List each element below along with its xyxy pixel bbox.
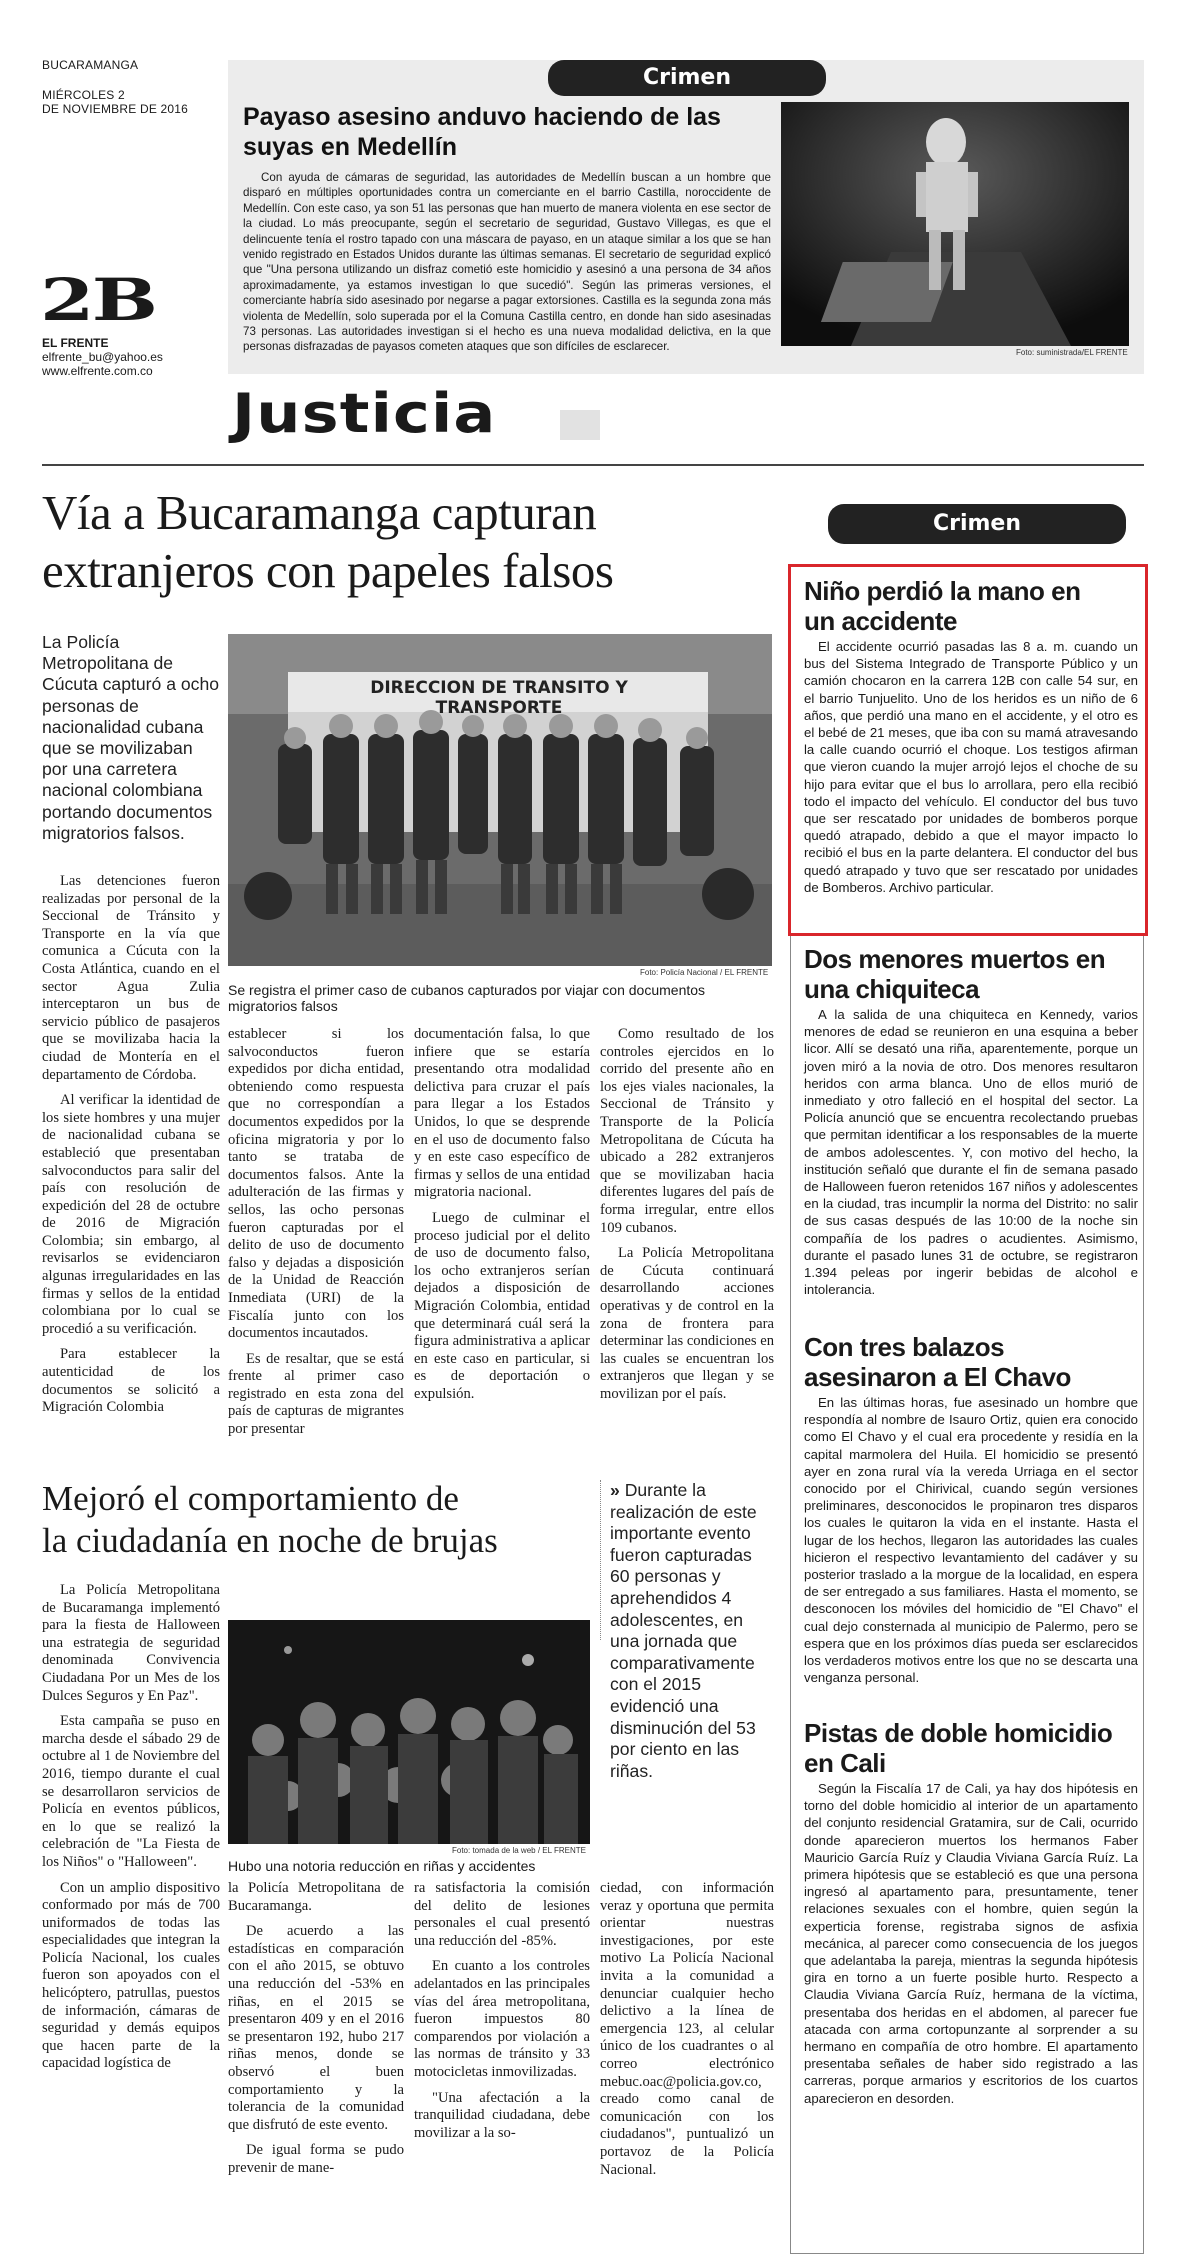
second-story-column-4 bbox=[600, 1880, 774, 2187]
sidebar-story-2-title: Dos menores muertos en una chiquiteca bbox=[804, 944, 1106, 1004]
section-decoration bbox=[560, 410, 600, 440]
second-col3-para: En cuanto a los controles adelantados en las principales vías del área metropolitana, fueron impuestos 80 comparendos por violación a las normas de tránsito y 33 motocicletas inmovilizadas. bbox=[414, 1958, 590, 2080]
second-title-line-1: Mejoró el comportamiento de bbox=[42, 1479, 459, 1518]
main-story-column-2 bbox=[228, 1026, 404, 1447]
second-col1-para: La Policía Metropolitana de Bucaramanga implementó para la fiesta de Halloween una estrategia de seguridad denominada Convivencia Ciudadana Por un Mes de los Dulces Seguros y En Paz". bbox=[42, 1582, 220, 1704]
header-rule bbox=[42, 464, 1144, 466]
main-col4-para: Como resultado de los controles ejercidos en lo corrido del presente año en los ejes viales nacionales, la Seccional de Tránsito y Transporte de la Policía Metropolitana de Cúcuta ha ubicado a 282 extranjeros que se movilizaban hacia diferentes lugares del país de forma irregular, entre ellos 109 cubanos. bbox=[600, 1026, 774, 1236]
main-story-title bbox=[42, 484, 802, 600]
pullquote-text: Durante la realización de este importante evento fueron capturadas 60 personas y aprehendidos 4 adolescentes, en una jornada que comparativamente con el 2015 evidenció una disminución del 53 por ciento en las riñas. bbox=[610, 1480, 757, 1781]
main-col1-para: Al verificar la identidad de los siete hombres y una mujer de nacionalidad cubana se estableció que presentaban salvoconductos para salir del país con resolución de expedición del 28 de octubre de 2016 de Migración Colombia; sin embargo, al revisarlos se evidenciaron algunas irregularidades en las firmas y sellos de la entidad colombiana por lo cual se procedió a su verificación. bbox=[42, 1092, 220, 1337]
second-story-column-2 bbox=[228, 1880, 404, 2186]
sidebar-story-4-body: Según la Fiscalía 17 de Cali, ya hay dos hipótesis en torno del doble homicidio al interior de un apartamento del conjunto residencial Gratamira, sur de Cali, ocurrido donde aparecieron muertos los hermanos Faber Mauricio García Ruíz y Claudia Viviana García Ruíz. La primera hipótesis que se estableció es que una persona ingresó al apartamento para, presuntamente, tener relaciones sexuales con el hombre, quien según la experticia forense, registraba signos de asfixia mecánica, al parecer como consecuencia de los juegos que adelantaba la pareja, mientras la segunda hipótesis gira en torno a un fuerte posible hurto. Respecto a Claudia Viviana García Ruíz, hermana de la víctima, presentaba dos heridas en el abdomen, al parecer fue atacada con arma cortopunzante al sorprender a su hermano en compañía de otro hombre. El apartamento presentaba señales de haber sido registrado a las carreras, porque armarios y escritorios de los cuartos aparecieron en desorden. bbox=[804, 1781, 1138, 2106]
sidebar-story-2-body: A la salida de una chiquiteca en Kennedy, varios menores de edad se reunieron en una esquina a beber licor. Allí se desató una riña, aparentemente, porque un joven miró a la novia de otro. Dos menores resultaron heridos con arma blanca. Uno de ellos murió de inmediato y otro falleció en el hospital del sector. La Policía anunció que se encuentra recolectando pruebas que permitan identificar a los responsables de la muerte de ambos adolescentes. Y, con motivo del hecho, la institución señaló que durante el fin de semana pasado de Halloween fueron retenidos 167 niños y adolescentes en la ciudad, tras incumplir la norma del Distrito: no salir de sus casas después de las 10:00 de la noche sin compañía de los padres o acudientes. Asimismo, durante el pasado lunes 31 de octubre, se registraron 1.394 peleas por ingerir bebidas de alcohol e intolerancia. bbox=[804, 1007, 1138, 1298]
photo-banner-text: DIRECCION DE TRANSITO Y TRANSPORTE bbox=[370, 678, 628, 718]
section-title: Justicia bbox=[232, 382, 497, 445]
main-col2-para: establecer si los salvoconductos fueron expedidos por dicha entidad, obteniendo como respuesta que no correspondían a documentos expedidos por la oficina migratoria y por lo tanto se trataba de documentos falsos. Ante la adulteración de las firmas y sellos, las ocho personas fueron capturadas por el delito de uso de documento falso y dejadas a disposición de la Unidad de Reacción Inmediata (URI) de la Fiscalía junto con los documentos incautados. bbox=[228, 1026, 404, 1342]
second-story-column-1 bbox=[42, 1582, 220, 2081]
sidebar-label: Crimen bbox=[828, 504, 1126, 544]
pullquote-divider bbox=[600, 1480, 601, 1640]
second-col1-para: Con un amplio dispositivo conformado por más de 700 uniformados de todas las especialidades que integran la Policía Nacional, los cuales fueron son apoyados con el helicóptero, patrullas, puestos de información, cámaras de seguridad y demás equipos que hacen parte de la capacidad logística de bbox=[42, 1879, 220, 2072]
second-col2-para: De igual forma se pudo prevenir de mane- bbox=[228, 2142, 404, 2176]
main-story-photo bbox=[228, 634, 772, 966]
main-story-column-1 bbox=[42, 873, 220, 1425]
paper-email[interactable]: elfrente_bu@yahoo.es bbox=[42, 350, 163, 364]
date-line-1: MIÉRCOLES 2 bbox=[42, 88, 125, 102]
second-story-photo bbox=[228, 1620, 590, 1844]
second-photo-caption: Hubo una notoria reducción en riñas y accidentes bbox=[228, 1858, 536, 1874]
clown-figure-image bbox=[781, 102, 1129, 346]
sidebar-story-3-body: En las últimas horas, fue asesinado un hombre que respondía al nombre de Isauro Ortiz, quien era conocido como El Chavo y el cual era procedente y residía en la capital marmolera del Huila. El homicidio se presentó ayer en zona rural vía la vereda Urriaga en el sector conocido por el Chirivical, cuando según versiones preliminares, desconocidos le propinaron tres disparos los cuales le quitaron la vida en el instante. Hasta el lugar de los hechos, llegaron las autoridades las cuales hicieron el respectivo levantamiento del cadáver y su posterior traslado a la morgue de la localidad, en espera de ser entregado a sus familiares. Hasta el momento, se desconocen los móviles del homicidio de "El Chavo" el cual dejo consternada al municipio de Palermo, pero se espera que en los próximos días pueda ser esclarecidos los verdaderos motivos entre los que no se descarta una venganza personal. bbox=[804, 1395, 1138, 1686]
second-col4-para: ciedad, con información veraz y oportuna que permita orientar nuestras investigaciones, por este motivo La Policía Nacional invita a la comunidad a denunciar cualquier hecho delictivo a la línea de emergencia 123, al celular único de los cuadrantes o al correo electrónico mebuc.oac@policia.gov.co, creado como canal de comunicación con los ciudadanos", puntualizó un portavoz de la Policía Nacional. bbox=[600, 1880, 774, 2178]
main-col3-para: Luego de culminar el proceso judicial por el delito de uso de documento falso, los ocho extranjeros serían dejados a disposición de Migración Colombia, entidad que determinará cuál será la figura administrativa a aplicar en este caso en particular, si es de deportación o expulsión. bbox=[414, 1209, 590, 1402]
main-title-line-1: Vía a Bucaramanga capturan bbox=[42, 485, 597, 540]
city-label: BUCARAMANGA bbox=[42, 58, 139, 72]
main-col3-para: documentación falsa, lo que infiere que se estaría presentando otra modalidad delictiva para cruzar el país para llegar a los Estados Unidos, lo que se desprende en el uso de documento falso y en este caso específico de firmas y sellos de una entidad migratoria nacional. bbox=[414, 1026, 590, 1201]
pullquote bbox=[610, 1480, 776, 1782]
second-story-title bbox=[42, 1478, 602, 1562]
pullquote-arrow-icon: » bbox=[610, 1480, 620, 1500]
paper-website[interactable]: www.elfrente.com.co bbox=[42, 364, 153, 378]
main-col1-para: Las detenciones fueron realizadas por personal de la Seccional de Tránsito y Transporte en la vía que comunica a Cúcuta con la Costa Atlántica, cuando en el sector Agua Zulia interceptaron un bus de servicio público de pasajeros que se movilizaba hacia la ciudad de Montería en el departamento de Córdoba. bbox=[42, 873, 220, 1083]
second-photo-credit: Foto: tomada de la web / EL FRENTE bbox=[452, 1846, 586, 1855]
main-col1-para: Para establecer la autenticidad de los documentos se solicitó a Migración Colombia bbox=[42, 1346, 220, 1416]
top-story-label: Crimen bbox=[548, 60, 826, 96]
sidebar-story-3-title: Con tres balazos asesinaron a El Chavo bbox=[804, 1332, 1071, 1392]
top-story-title: Payaso asesino anduvo haciendo de las suyas en Medellín bbox=[243, 103, 721, 161]
second-col2-para: la Policía Metropolitana de Bucaramanga. bbox=[228, 1880, 404, 1914]
second-story-column-3 bbox=[414, 1880, 590, 2150]
main-col4-para: La Policía Metropolitana de Cúcuta continuará desarrollando acciones operativas y de control en la zona de frontera para determinar las condiciones en las cuales se encuentran los extranjeros que llegan y se movilizan por el país. bbox=[600, 1245, 774, 1402]
main-title-line-2: extranjeros con papeles falsos bbox=[42, 543, 614, 598]
second-col1-para: Esta campaña se puso en marcha desde el sábado 29 de octubre al 1 de Noviembre del 2016, tiempo durante el cual se desarrollaron servicios de Policía en eventos públicos, en lo que se realizó la celebración de "La Fiesta de los Niños" o "Halloween". bbox=[42, 1713, 220, 1870]
paper-name: EL FRENTE bbox=[42, 336, 109, 350]
second-title-line-2: la ciudadanía en noche de brujas bbox=[42, 1521, 498, 1560]
second-col3-para: "Una afectación a la tranquilidad ciudadana, debe movilizar a la so- bbox=[414, 2089, 590, 2141]
main-photo-caption: Se registra el primer caso de cubanos capturados por viajar con documentos migratorios falsos bbox=[228, 982, 706, 1014]
top-story-photo bbox=[781, 102, 1129, 346]
main-story-lead: La Policía Metropolitana de Cúcuta capturó a ocho personas de nacionalidad cubana que se movilizaban por una carretera nacional colombiana portando documentos migratorios falsos. bbox=[42, 632, 220, 843]
main-story-column-4 bbox=[600, 1026, 774, 1411]
halloween-crowd-image bbox=[228, 1620, 590, 1844]
second-col2-para: De acuerdo a las estadísticas en comparación con el año 2015, se obtuvo una reducción del -53% en riñas, en el 2015 se presentaron 409 y en el 2016 se presentaron 192, hubo 217 riñas menos, donde se observó el buen comportamiento y la tolerancia de la comunidad que disfrutó de este evento. bbox=[228, 1923, 404, 2133]
top-story-body: Con ayuda de cámaras de seguridad, las autoridades de Medellín buscan a un hombre que disparó en múltiples oportunidades contra un comerciante en el barrio Castilla, noroccidente de Medellín. Con este caso, ya son 51 las personas que han muerto de manera violenta en ese sector de la ciudad. Lo más preocupante, según el secretario de seguridad, Gustavo Villegas, es que el delincuente tenía el rostro tapado con una máscara de payaso, en un ataque similar a los que se han venido registrado en Estados Unidos durante las últimas semanas. El secretario de seguridad explicó que "Una persona utilizando un disfraz cometió este homicidio y asesinó a una persona de 34 años aproximadamente, ya estamos investigan lo que sucedió". Según las primeras versiones, el comerciante habría sido asesinado por negarse a pagar extorsiones. Castilla es la segunda zona más violenta de Medellín, solo superada por el la Comuna Castilla centro, en donde han sido asesinadas 73 personas. Las autoridades investigan si el hecho es una nueva modalidad delictiva, en la que personas disfrazadas de payasos cometen ataques que son difíciles de esclarecer. bbox=[243, 171, 771, 354]
second-col3-para: ra satisfactoria la comisión del delito de lesiones personales el cual presentó una reducción del -85%. bbox=[414, 1880, 590, 1949]
top-story-photo-credit: Foto: suministrada/EL FRENTE bbox=[1016, 348, 1128, 357]
sidebar-story-1-body: El accidente ocurrió pasadas las 8 a. m. cuando un bus del Sistema Integrado de Transporte Público y un camión chocaron en la carrera 12B con calle 54 sur, en el barrio Tunjuelito. Uno de los heridos es un niño de 6 años, que perdió una mano en el accidente, y el otro es el bebé de 21 meses, que iba con su mamá atravesando la calle cuando ocurrió el choque. Los testigos afirman que vieron cuando la mujer arrojó lejos el choche de su hijo para evitar que el bus lo arrollara, pero ella recibió todo el impacto del vehículo. El conductor del bus tuvo que ser rescatado por unidades de bomberos porque quedó atrapado, debido a que el mayor impacto lo recibió el bus en la parte delantera. El conductor del bus quedó atrapado y tuvo que ser rescatado por unidades de Bomberos. Archivo particular. bbox=[804, 639, 1138, 895]
page-number: 2B bbox=[40, 266, 156, 334]
main-col2-para: Es de resaltar, que se está frente al primer caso registrado en esta zona del país de capturas de migrantes por presentar bbox=[228, 1350, 404, 1438]
sidebar-story-4-title: Pistas de doble homicidio en Cali bbox=[804, 1718, 1113, 1778]
main-story-column-3 bbox=[414, 1026, 590, 1411]
date-line-2: DE NOVIEMBRE DE 2016 bbox=[42, 102, 189, 116]
sidebar-story-1-title: Niño perdió la mano en un accidente bbox=[804, 576, 1081, 636]
main-photo-credit: Foto: Policía Nacional / EL FRENTE bbox=[640, 968, 769, 977]
